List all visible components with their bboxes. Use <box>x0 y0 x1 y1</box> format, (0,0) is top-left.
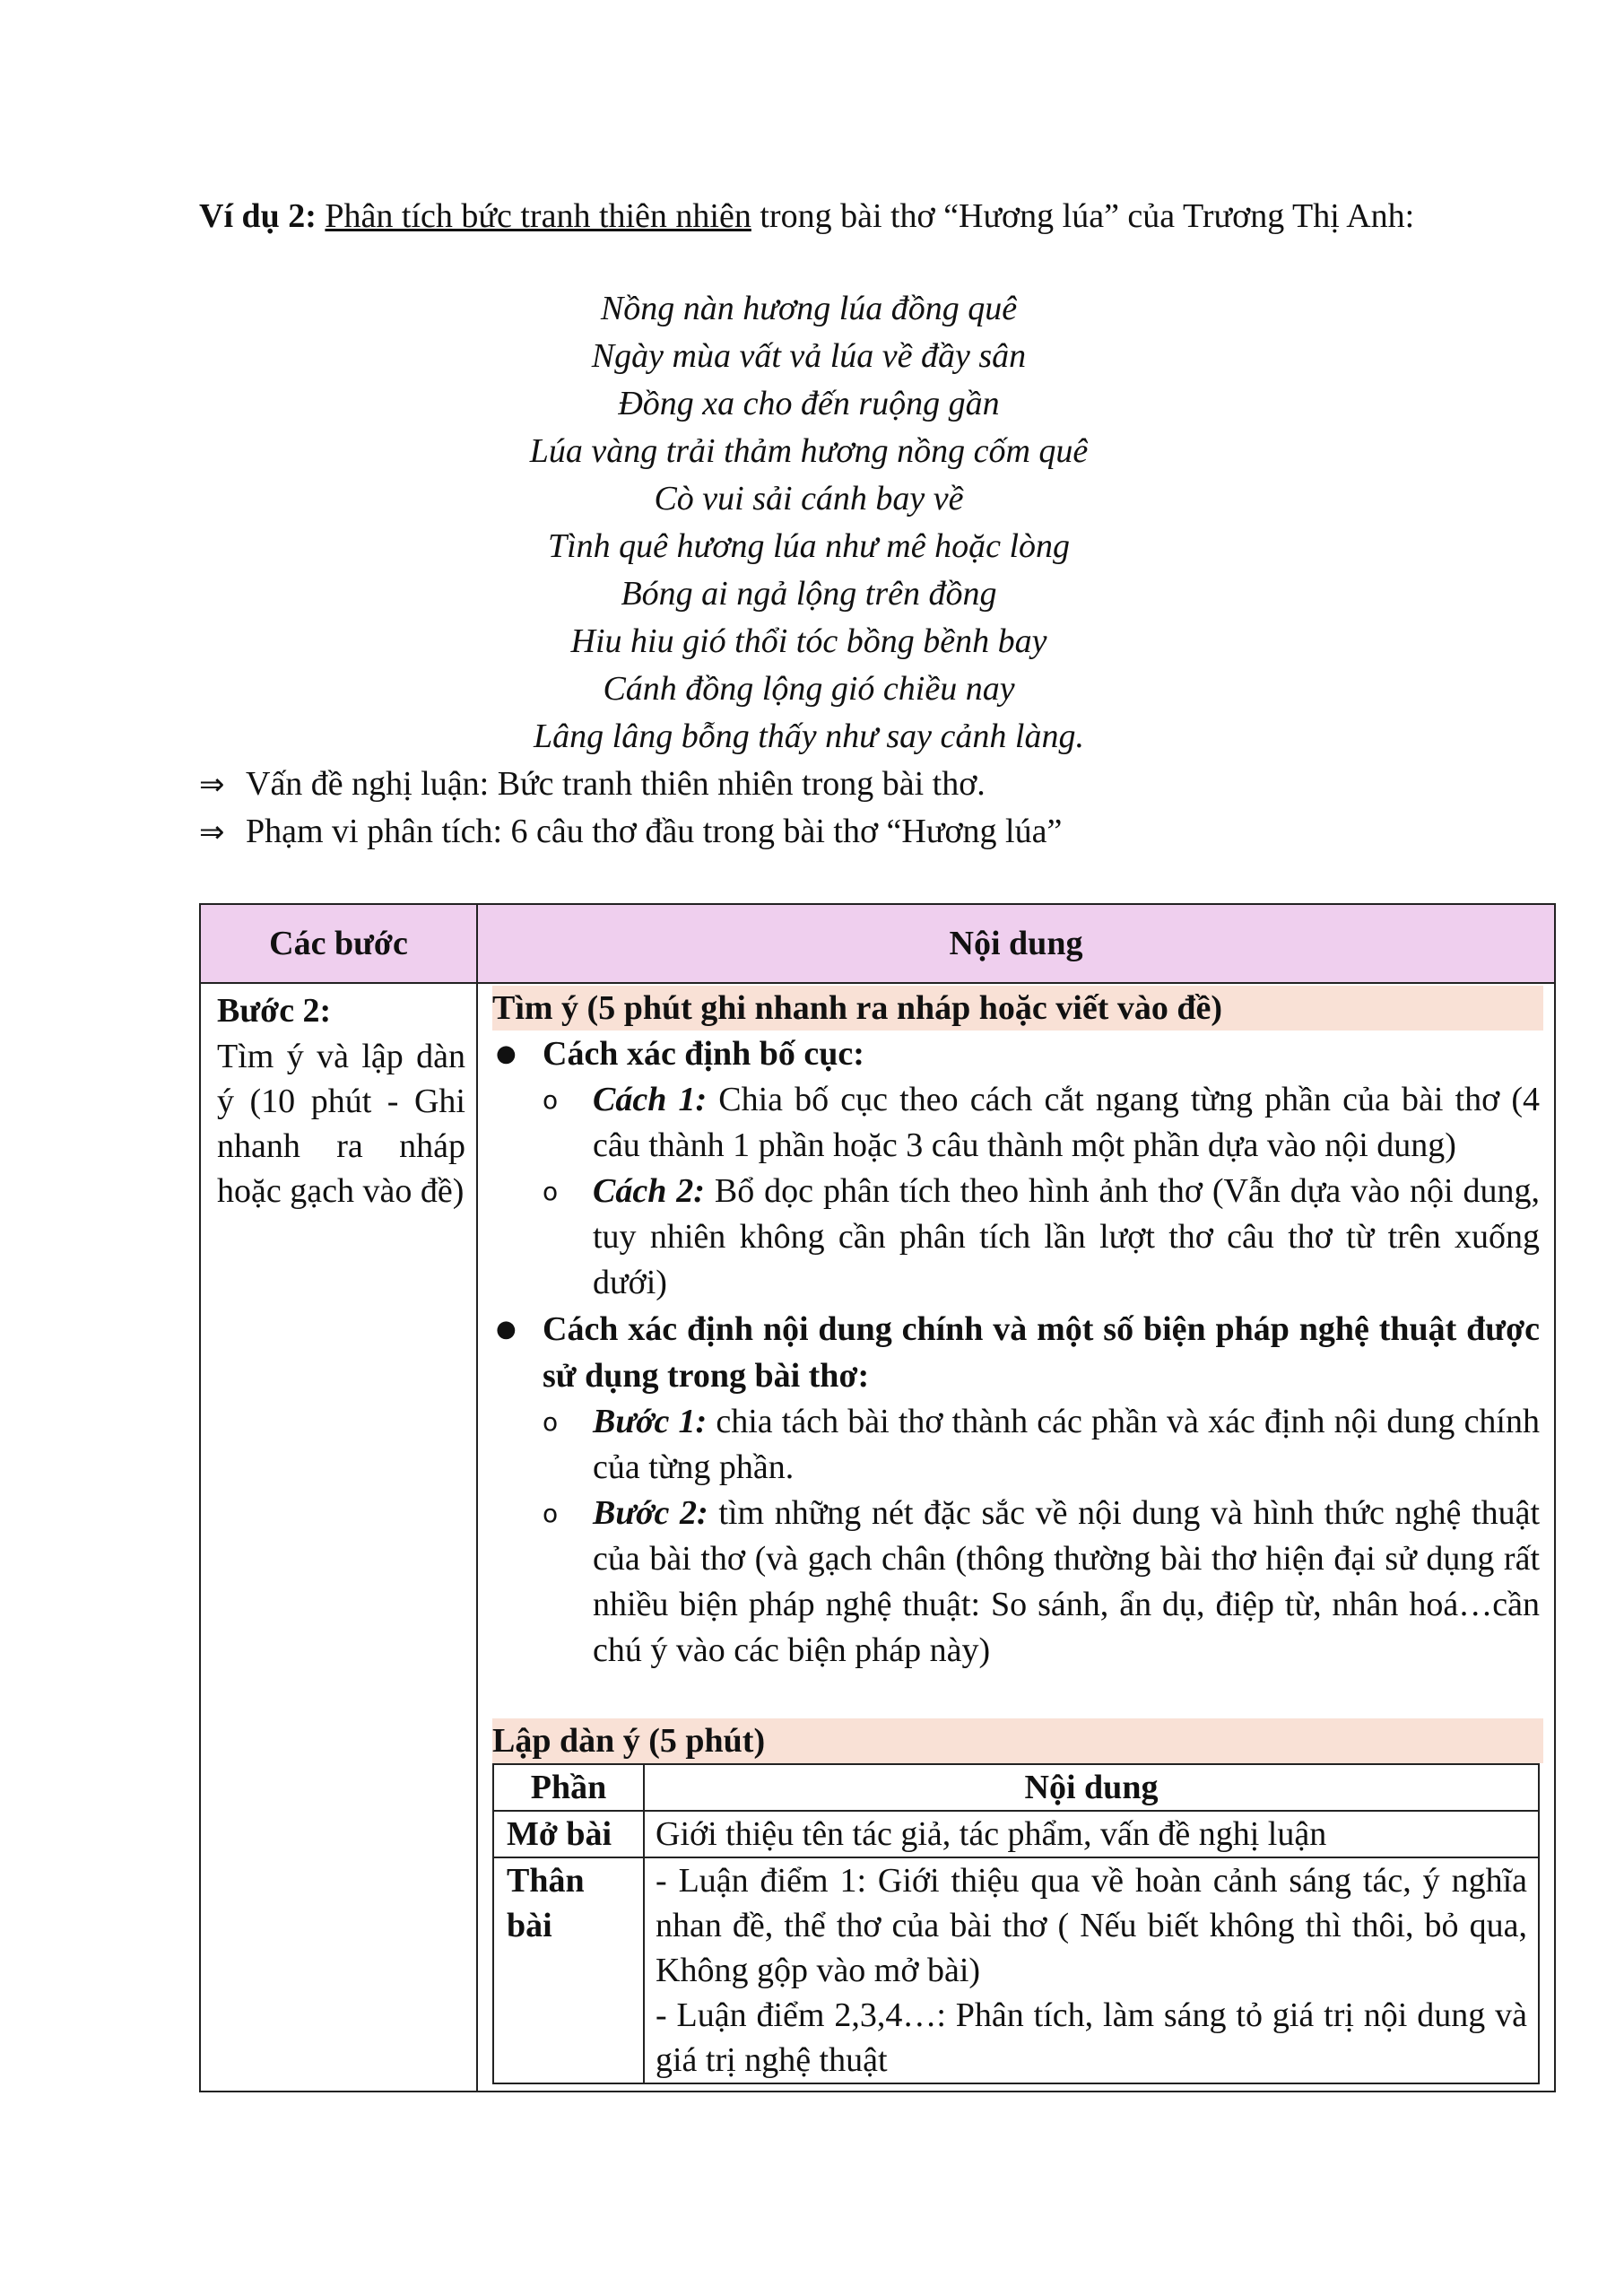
header-steps: Các bước <box>200 904 477 983</box>
item-label: Cách 1: <box>593 1081 708 1118</box>
conclusions <box>199 761 1419 856</box>
list-item <box>543 1169 1540 1306</box>
circle-bullet-icon: o <box>543 1407 559 1437</box>
list-item <box>543 1077 1540 1169</box>
item-label: Cách 2: <box>593 1172 705 1210</box>
poem <box>199 285 1419 761</box>
sublist <box>543 1077 1540 1306</box>
find-ideas-list <box>492 1031 1540 1674</box>
poem-line: Cò vui sải cánh bay về <box>654 480 964 517</box>
list-item <box>492 1031 1540 1306</box>
bullet-heading: Cách xác định nội dung chính và một số biện pháp nghệ thuật được sử dụng trong bài thơ: <box>543 1310 1540 1395</box>
circle-bullet-icon: o <box>543 1085 559 1115</box>
conclusion-issue <box>199 761 1419 808</box>
item-label: Bước 1: <box>593 1403 708 1440</box>
outline-part: Thân bài <box>493 1857 644 2083</box>
conclusion-text: Vấn đề nghị luận: Bức tranh thiên nhiên trong bài thơ. <box>246 765 986 803</box>
outline-header <box>493 1764 1539 1811</box>
conclusion-text: Phạm vi phân tích: 6 câu thơ đầu trong bài thơ “Hương lúa” <box>246 813 1063 850</box>
outline-content <box>644 1857 1539 2083</box>
step-cell <box>200 983 477 2092</box>
list-item <box>492 1306 1540 1674</box>
arrow-icon: ⇒ <box>199 767 225 803</box>
item-text: tìm những nét đặc sắc về nội dung và hình thức nghệ thuật của bài thơ (và gạch chân (thông thường bài thơ hiện đại sử dụng rất nhiều biện pháp nghệ thuật: So sánh, ẩn dụ, điệp từ, nhân hoá…cần chú ý vào các biện pháp này) <box>593 1494 1540 1669</box>
step-title: Bước 2: <box>217 992 332 1030</box>
list-item <box>543 1399 1540 1491</box>
circle-bullet-icon: o <box>543 1177 559 1206</box>
poem-line: Ngày mùa vất vả lúa về đầy sân <box>591 337 1027 375</box>
example-heading <box>199 193 1419 239</box>
poem-line: Hiu hiu gió thổi tóc bồng bềnh bay <box>570 622 1047 660</box>
outline-header-content: Nội dung <box>644 1764 1539 1811</box>
steps-table <box>199 903 1556 2092</box>
bullet-heading: Cách xác định bố cục: <box>543 1035 864 1073</box>
item-text: chia tách bài thơ thành các phần và xác định nội dung chính của từng phần. <box>593 1403 1540 1486</box>
step-description: Tìm ý và lập dàn ý (10 phút - Ghi nhanh ra nháp hoặc gạch vào đề) <box>217 1038 465 1210</box>
table-row <box>493 1811 1539 1857</box>
outline-point: - Luận điểm 1: Giới thiệu qua về hoàn cảnh sáng tác, ý nghĩa nhan đề, thể thơ của bài thơ ( Nếu biết không thì thôi, bỏ qua, Không gộp vào mở bài) <box>656 1862 1527 1989</box>
table-row <box>200 983 1555 2092</box>
poem-line: Lâng lâng bỗng thấy như say cảnh làng. <box>534 718 1084 755</box>
example-intro <box>199 193 1419 239</box>
steps-table-header <box>200 904 1555 983</box>
bullet-icon: ● <box>496 1040 517 1067</box>
poem-line: Bóng ai ngả lộng trên đồng <box>621 575 997 613</box>
example-label: Ví dụ 2: <box>199 197 317 235</box>
poem-line: Đồng xa cho đến ruộng gần <box>618 385 1000 422</box>
outline-table <box>492 1763 1540 2084</box>
sublist <box>543 1399 1540 1674</box>
conclusion-scope <box>199 808 1419 856</box>
spacer <box>492 1674 1540 1718</box>
list-item <box>543 1491 1540 1674</box>
header-content: Nội dung <box>477 904 1555 983</box>
example-rest: trong bài thơ “Hương lúa” của Trương Thị Anh: <box>751 197 1415 235</box>
poem-line: Lúa vàng trải thảm hương nồng cốm quê <box>529 432 1089 470</box>
section-find-ideas-title: Tìm ý (5 phút ghi nhanh ra nháp hoặc viết vào đề) <box>492 986 1543 1031</box>
bullet-icon: ● <box>496 1316 517 1343</box>
item-label: Bước 2: <box>593 1494 708 1532</box>
item-text: Bổ dọc phân tích theo hình ảnh thơ (Vẫn dựa vào nội dung, tuy nhiên không cần phân tích lần lượt thơ câu thơ từ trên xuống dưới) <box>593 1172 1540 1301</box>
example-topic: Phân tích bức tranh thiên nhiên <box>325 197 751 235</box>
arrow-icon: ⇒ <box>199 814 225 850</box>
poem-line: Tình quê hương lúa như mê hoặc lòng <box>547 527 1071 565</box>
item-text: Chia bố cục theo cách cắt ngang từng phần của bài thơ (4 câu thành 1 phần hoặc 3 câu thành một phần dựa vào nội dung) <box>593 1081 1541 1164</box>
outline-point: - Luận điểm 2,3,4…: Phân tích, làm sáng tỏ giá trị nội dung và giá trị nghệ thuật <box>656 1996 1527 2079</box>
poem-line: Cánh đồng lộng gió chiều nay <box>603 670 1015 708</box>
outline-content: Giới thiệu tên tác giả, tác phẩm, vấn đề nghị luận <box>644 1811 1539 1857</box>
poem-line: Nồng nàn hương lúa đồng quê <box>600 290 1018 327</box>
outline-part: Mở bài <box>493 1811 644 1857</box>
circle-bullet-icon: o <box>543 1499 559 1528</box>
content-cell <box>477 983 1555 2092</box>
table-row <box>493 1857 1539 2083</box>
outline-header-part: Phần <box>493 1764 644 1811</box>
section-outline-title: Lập dàn ý (5 phút) <box>492 1718 1543 1763</box>
